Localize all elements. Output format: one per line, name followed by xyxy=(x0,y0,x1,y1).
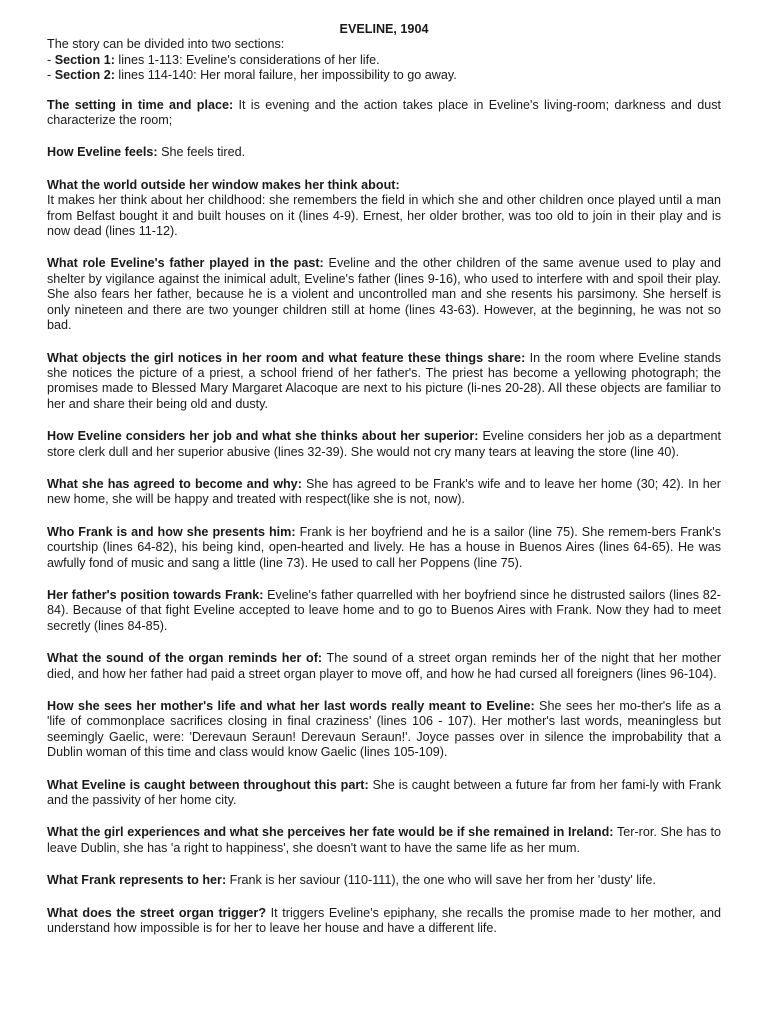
question-heading: What the world outside her window makes her think about: xyxy=(47,177,400,192)
section-bullet: - xyxy=(47,68,55,83)
answer-text: Ter-ror. She has to leave Dublin, she has 'a right to happiness', she doesn't want to have the same life as her mum. xyxy=(47,825,721,855)
answer-text: Eveline's father quarrelled with her boyfriend since he distrusted sailors (lines 82-84). Because of that fight Eveline accepted to leave home and to go to Buenos Aires with Frank. Now they had to meet secretly (lines 84-85). xyxy=(47,587,721,633)
qa-paragraph xyxy=(47,429,721,460)
question-heading: How Eveline feels: xyxy=(47,145,158,160)
qa-paragraph xyxy=(47,256,721,333)
qa-paragraph xyxy=(47,477,721,508)
answer-text: It is evening and the action takes place in Eveline's living-room; darkness and dust characterize the room; xyxy=(47,97,721,128)
section-label: Section 1: xyxy=(54,52,115,67)
qa-paragraph xyxy=(47,98,721,129)
answer-text: She feels tired. xyxy=(157,145,246,160)
qa-paragraph xyxy=(47,525,721,571)
question-heading: What role Eveline's father played in the past: xyxy=(47,256,324,271)
question-heading: Her father's position towards Frank: xyxy=(47,587,264,602)
question-heading: What she has agreed to become and why: xyxy=(47,476,302,491)
answer-text: Frank is her boyfriend and he is a sailor (line 75). She remem-bers Frank's courtship (lines 64-82), his being kind, open-hearted and lively. He has a house in Buenos Aires (lines 64-65). He was awfully fond of music and sang a little (line 73). He used to call her Poppens (line 75). xyxy=(47,524,722,570)
answer-text: She sees her mo-ther's life as a 'life of commonplace sacrifices closing in final craziness' (lines 106 - 107). Her mother's last words, meaningless but seemingly Gaelic, were: 'Derevaun Seraun! Derevaun Seraun!'. Joyce passes over in silence the improbability that a Dublin woman of this time and class would know Gaelic (lines 105-109). xyxy=(47,699,721,760)
question-heading: What Eveline is caught between throughout this part: xyxy=(47,777,369,792)
qa-paragraph xyxy=(47,873,721,888)
document-title: EVELINE, 1904 xyxy=(339,22,429,36)
answer-text: In the room where Eveline stands she notices the picture of a priest, a school friend of her father's. The priest has become a yellowing photograph; the promises made to Blessed Mary Margaret Alacoque are next to his picture (li-nes 20-28). All these objects are familiar to her and share their being old and dusty. xyxy=(47,350,721,411)
qa-paragraph xyxy=(47,145,721,160)
qa-paragraph xyxy=(47,825,721,856)
answer-text: Frank is her saviour (110-111), the one who will save her from her 'dusty' life. xyxy=(226,873,656,888)
qa-paragraph xyxy=(47,651,721,682)
question-heading: What the girl experiences and what she perceives her fate would be if she remained in Ireland: xyxy=(47,825,614,840)
qa-paragraph xyxy=(47,588,721,634)
qa-paragraph xyxy=(47,906,721,937)
question-heading: Who Frank is and how she presents him: xyxy=(47,524,296,539)
question-heading: What Frank represents to her: xyxy=(47,873,227,888)
section-text: lines 1-113: Eveline's considerations of her life. xyxy=(114,52,380,67)
answer-text: The sound of a street organ reminds her of the night that her mother died, and how her father had paid a street organ player to move off, and how he had cursed all foreigners (lines 96-104). xyxy=(47,651,721,681)
qa-paragraph xyxy=(47,351,721,413)
qa-paragraph xyxy=(47,178,721,240)
section-line xyxy=(47,53,721,68)
answer-text: She is caught between a future far from her fami-ly with Frank and the passivity of her home city. xyxy=(47,777,721,808)
section-label: Section 2: xyxy=(54,68,115,83)
answer-text: It makes her think about her childhood: she remembers the field in which she and other children once played until a man from Belfast bought it and built houses on it (lines 4-9). Ernest, her older brother, was too old to join in their play and is now dead (lines 11-12). xyxy=(47,193,721,239)
question-heading: What objects the girl notices in her room and what feature these things share: xyxy=(47,350,526,365)
question-heading: What the sound of the organ reminds her of: xyxy=(47,651,323,666)
qa-paragraph xyxy=(47,699,721,761)
intro-block xyxy=(47,37,721,83)
intro-text: The story can be divided into two sections: xyxy=(47,37,285,52)
answer-text: Eveline considers her job as a department store clerk dull and her superior abusive (lines 32-39). She would not cry many tears at leaving the store (line 40). xyxy=(47,429,721,459)
section-line xyxy=(47,68,721,83)
section-text: lines 114-140: Her moral failure, her impossibility to go away. xyxy=(114,68,457,83)
question-heading: How Eveline considers her job and what she thinks about her superior: xyxy=(47,429,479,444)
document-page xyxy=(47,22,721,953)
section-bullet: - xyxy=(47,52,55,67)
answer-text: She has agreed to be Frank's wife and to leave her home (30; 42). In her new home, she will be happy and treated with respect(like she is not, now). xyxy=(47,476,721,507)
answer-text: Eveline and the other children of the same avenue used to play and shelter by vigilance against the inimical adult, Eveline's father (lines 9-16), who used to interfere with and spoil their play. She also fears her father, because he is a violent and uncontrolled man and she resents his parsimony. She herself is only nineteen and there are two younger children still at home (lines 43-63). However, at the beginning, he was not so bad. xyxy=(47,256,721,333)
question-heading: The setting in time and place: xyxy=(47,97,234,112)
question-heading: What does the street organ trigger? xyxy=(47,905,267,920)
question-heading: How she sees her mother's life and what her last words really meant to Eveline: xyxy=(47,699,535,713)
qa-paragraph xyxy=(47,778,721,809)
answer-text: It triggers Eveline's epiphany, she recalls the promise made to her mother, and understand how impossible is for her to leave her house and have a different life. xyxy=(47,905,721,936)
